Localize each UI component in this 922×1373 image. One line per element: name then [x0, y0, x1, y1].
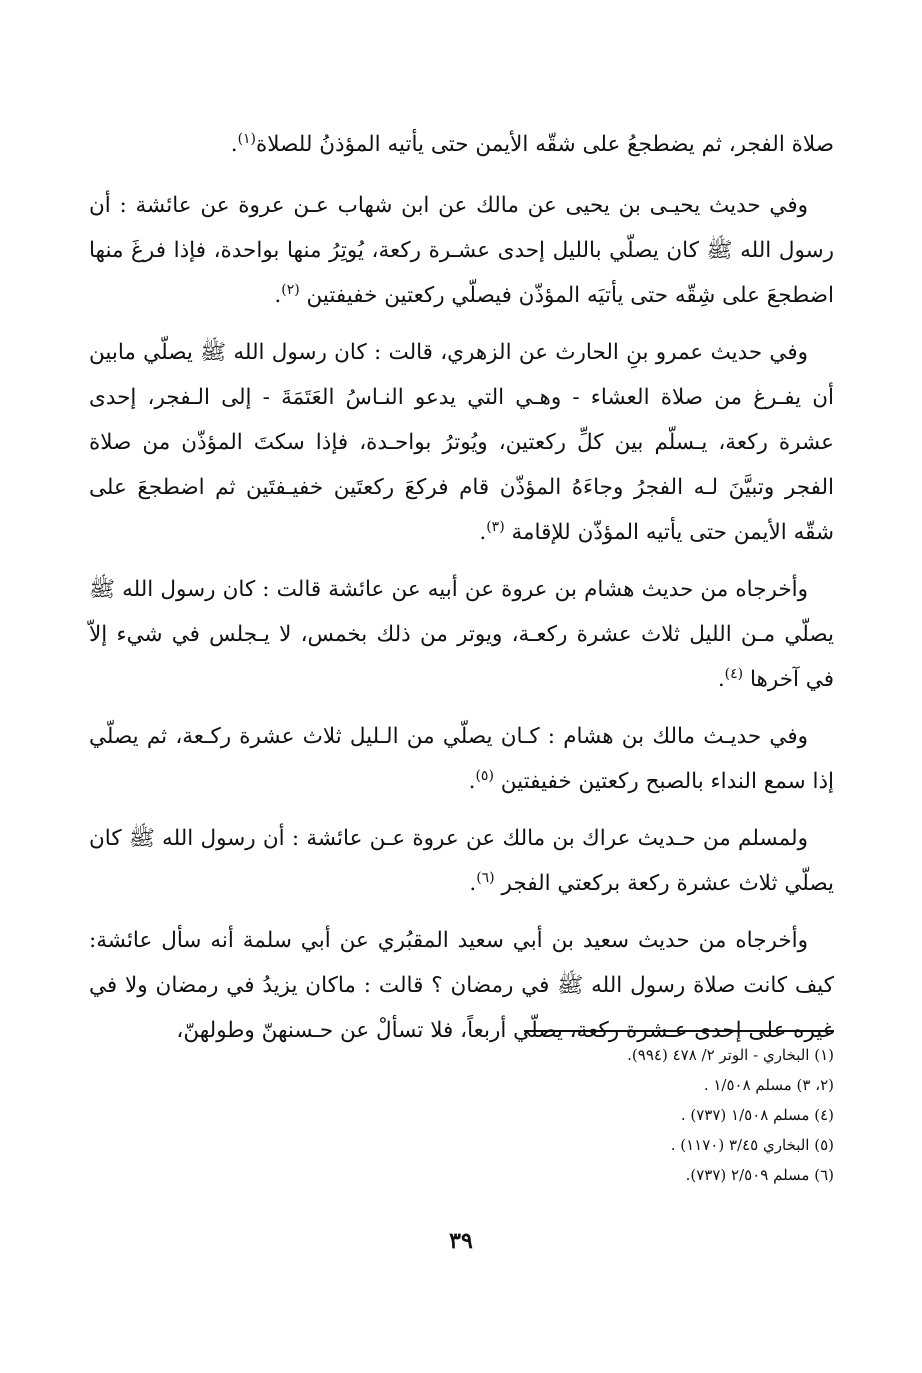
paragraph-3-end: . [479, 520, 487, 545]
paragraph-4-end: . [717, 667, 725, 692]
footnote-ref-2: (٢) [281, 281, 300, 298]
footnote-ref-3: (٣) [486, 518, 505, 535]
paragraph-6-end: . [469, 871, 477, 896]
paragraph-1 [89, 122, 834, 167]
paragraph-2-text: وفي حديث يحيـى بن يحيى عن مالك عن ابن شهاب عـن عروة عن عائشة : أن رسول الله ﷺ كان يصلّي بالليل إحدى عشـرة ركعة، يُوتِرُ منها بواحدة، فإذا فرغَ منها اضطجعَ على شِقّه حتى يأتيَه المؤذّن فيصلّي ركعتين خفيفتين [89, 193, 834, 308]
paragraph-2-end: . [274, 283, 282, 308]
footnote-ref-1: (١) [237, 130, 256, 147]
paragraph-5 [89, 714, 834, 804]
footnote-2-3: (٢، ٣) مسلم ١/٥٠٨ . [703, 1076, 834, 1094]
paragraph-2 [89, 183, 834, 318]
paragraph-6-text: ولمسلم من حـديث عراك بن مالك عن عروة عـن عائشة : أن رسول الله ﷺ كان يصلّي ثلاث عشرة ركعة بركعتي الفجر [89, 826, 834, 896]
footnote-ref-5: (٥) [475, 767, 494, 784]
paragraph-7-text: وأخرجاه من حديث سعيد بن أبي سعيد المقبُري عن أبي سلمة أنه سأل عائشة: كيف كانت صلاة رسول الله ﷺ في رمضان ؟ قالت : ماكان يزيدُ في رمضان ولا في غيره على إحدى عـشرة ركعة، يصلّي أربعاً، فلا تسألْ عن حـسنهنّ وطولهنّ، [89, 928, 834, 1043]
paragraph-7 [89, 918, 834, 1053]
footnote-ref-4: (٤) [724, 665, 744, 682]
paragraph-4-text: وأخرجاه من حديث هشام بن عروة عن أبيه عن عائشة قالت : كان رسول الله ﷺ يصلّي مـن الليل ثلاث عشرة ركعـة، ويوتر من ذلك بخمس، لا يـجلس في شيء إلاّ في آخرها [89, 577, 834, 692]
paragraph-3-text: وفي حديث عمرو بنِ الحارث عن الزهري، قالت : كان رسول الله ﷺ يصلّي مابين أن يفـرغ من صلاة العشاء - وهـي التي يدعو النـاسُ العَتَمَةَ - إلى الـفجر، إحدى عشرة ركعة، يـسلّم بين كلِّ ركعتين، ويُوترُ بواحـدة، فإذا سكتَ المؤذّن من صلاة الفجر وتبيَّنَ لـه الفجرُ وجاءَهُ المؤذّن قام فركعَ ركعتَين خفيـفتَين ثم اضطجعَ على شقّه الأيمن حتى يأتيه المؤذّن للإقامة [89, 340, 834, 545]
paragraph-1-end: . [230, 132, 238, 157]
paragraph-1-text: صلاة الفجر، ثم يضطجعُ على شقّه الأيمن حتى يأتيه المؤذنُ للصلاة [255, 132, 834, 157]
main-text [89, 122, 834, 1065]
paragraph-4 [89, 567, 834, 702]
paragraph-5-end: . [468, 769, 476, 794]
paragraph-3 [89, 330, 834, 555]
footnote-ref-6: (٦) [476, 869, 495, 886]
paragraph-6 [89, 816, 834, 906]
footnote-6: (٦) مسلم ٢/٥٠٩ (٧٣٧). [685, 1166, 834, 1184]
footnote-5: (٥) البخاري ٣/٤٥ (١١٧٠) . [670, 1136, 834, 1154]
page-number: ٣٩ [449, 1228, 473, 1254]
paragraph-5-text: وفي حديـث مالك بن هشام : كـان يصلّي من الـليل ثلاث عشرة ركـعة، ثم يصلّي إذا سمع النداء بالصبح ركعتين خفيفتين [89, 724, 834, 794]
footnote-1: (١) البخاري - الوتر ٢/ ٤٧٨ (٩٩٤). [627, 1046, 834, 1064]
footnotes [414, 1042, 834, 1192]
footnote-divider [524, 1030, 834, 1032]
footnote-4: (٤) مسلم ١/٥٠٨ (٧٣٧) . [680, 1106, 834, 1124]
